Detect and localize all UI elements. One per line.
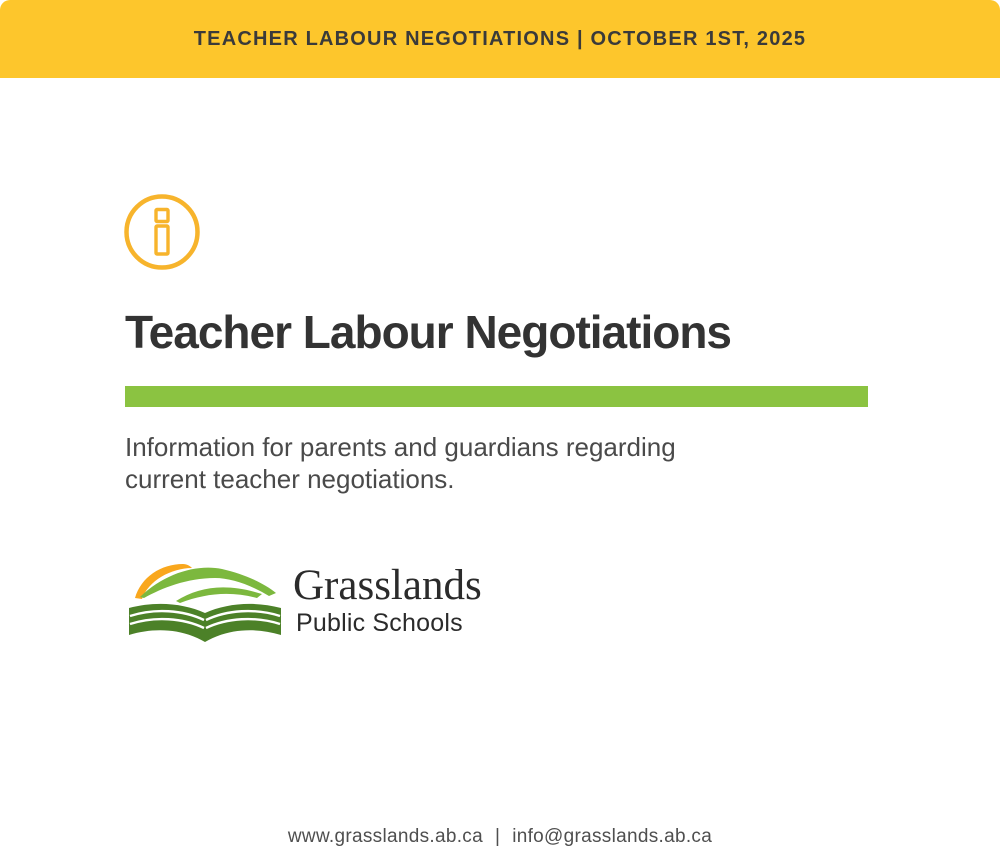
- subtitle-line-2: current teacher negotiations.: [125, 463, 455, 494]
- top-banner: [0, 0, 1000, 78]
- footer-email: info@grasslands.ab.ca: [512, 826, 713, 847]
- footer-separator: |: [494, 826, 501, 847]
- footer-contact-line: [0, 826, 1000, 848]
- logo-name: Grasslands: [293, 561, 482, 609]
- info-icon-svg: [122, 192, 202, 272]
- page-title: Teacher Labour Negotiations: [125, 306, 732, 358]
- banner-title: TEACHER LABOUR NEGOTIATIONS | OCTOBER 1ST, 2025: [193, 27, 807, 50]
- grasslands-logo-icon: [125, 550, 285, 645]
- subtitle: [125, 432, 825, 495]
- footer-website: www.grasslands.ab.ca: [287, 826, 483, 847]
- subtitle-line-1: Information for parents and guardians regarding: [125, 432, 676, 462]
- logo-tagline: Public Schools: [296, 608, 463, 637]
- green-divider-bar: [125, 386, 868, 407]
- info-icon: [122, 192, 202, 272]
- logo-text: [293, 558, 482, 638]
- grasslands-logo: [125, 550, 482, 645]
